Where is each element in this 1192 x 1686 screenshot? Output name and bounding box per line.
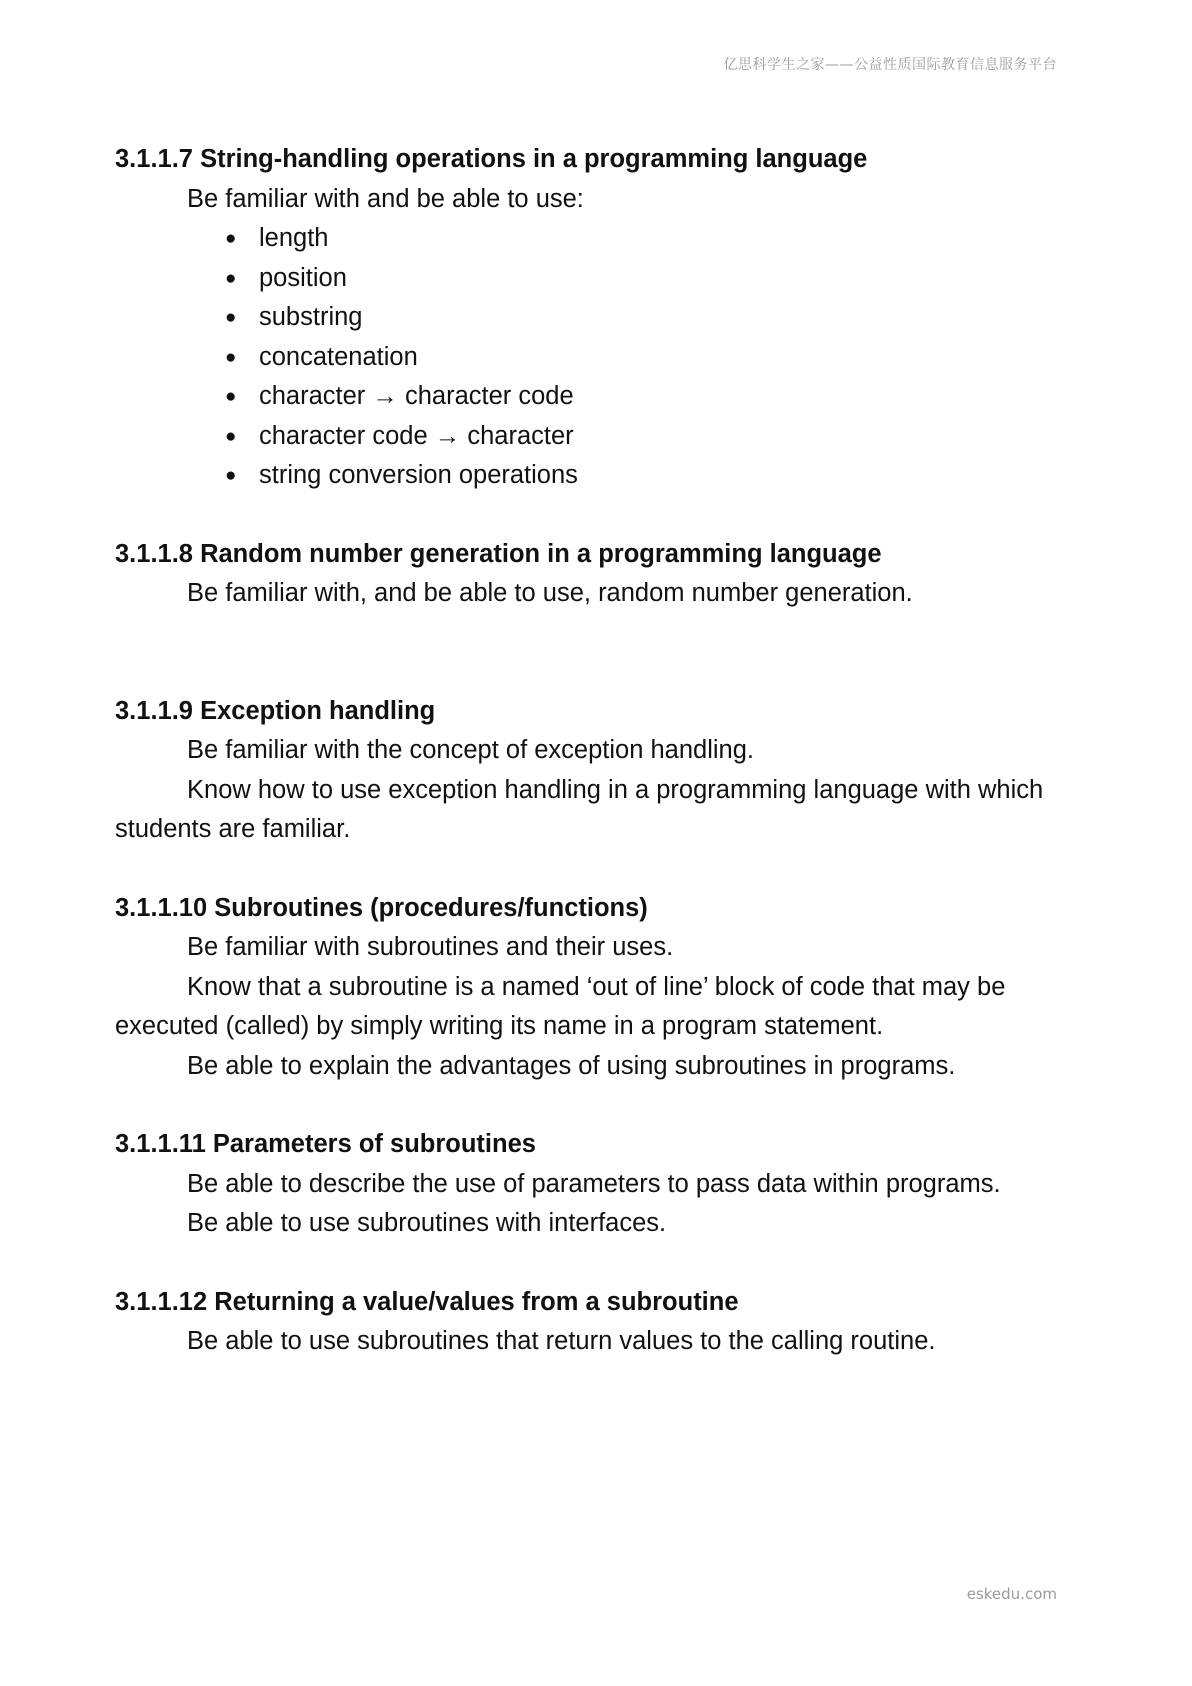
list-item-text: position bbox=[259, 263, 347, 292]
section-paragraph: Be able to use subroutines that return values to the calling routine. bbox=[187, 1327, 936, 1355]
list-item-text: length bbox=[259, 224, 329, 252]
bullet-icon: ● bbox=[225, 425, 237, 447]
list-item-text: substring bbox=[259, 303, 363, 331]
list-item bbox=[223, 377, 1065, 417]
bullet-list bbox=[115, 219, 1065, 496]
section-paragraph: Be familiar with, and be able to use, random number generation. bbox=[187, 579, 913, 607]
list-item-text: character code → character bbox=[259, 421, 574, 450]
section-returning-values bbox=[115, 1283, 1065, 1362]
section-random-number bbox=[115, 535, 1065, 614]
section-paragraph: Be familiar with the concept of exception handling. bbox=[187, 736, 755, 764]
bullet-icon: ● bbox=[225, 346, 237, 368]
section-heading: 3.1.1.10 Subroutines (procedures/functions) bbox=[115, 893, 648, 922]
section-intro: Be familiar with and be able to use: bbox=[187, 184, 584, 213]
page-footer: eskedu.com bbox=[966, 1585, 1057, 1603]
bullet-icon: ● bbox=[225, 465, 237, 486]
list-item bbox=[223, 417, 1065, 457]
section-heading: 3.1.1.12 Returning a value/values from a subroutine bbox=[115, 1287, 739, 1316]
list-item-text: concatenation bbox=[259, 342, 418, 371]
bullet-icon: ● bbox=[225, 386, 237, 407]
bullet-icon: ● bbox=[225, 228, 237, 249]
section-paragraph: Be able to describe the use of parameters to pass data within programs. bbox=[187, 1169, 1001, 1198]
section-paragraph: Know that a subroutine is a named ‘out of line’ block of code that may be executed (called) by simply writing its name in a program statement. bbox=[115, 972, 1006, 1040]
section-paragraph: Be familiar with subroutines and their uses. bbox=[187, 933, 674, 961]
section-paragraph: Be able to use subroutines with interfaces. bbox=[187, 1209, 667, 1237]
section-paragraph: Be able to explain the advantages of using subroutines in programs. bbox=[187, 1051, 956, 1080]
section-string-handling bbox=[115, 140, 1065, 496]
page-header: 亿思科学生之家——公益性质国际教育信息服务平台 bbox=[723, 57, 1057, 73]
list-item bbox=[223, 338, 1065, 378]
list-item bbox=[223, 259, 1065, 299]
section-heading: 3.1.1.11 Parameters of subroutines bbox=[115, 1130, 536, 1158]
list-item bbox=[223, 219, 1065, 259]
section-parameters bbox=[115, 1125, 1065, 1244]
section-heading: 3.1.1.7 String-handling operations in a programming language bbox=[115, 145, 868, 173]
bullet-icon: ● bbox=[225, 267, 237, 289]
list-item-text: character → character code bbox=[259, 382, 574, 410]
section-heading: 3.1.1.8 Random number generation in a programming language bbox=[115, 539, 882, 568]
list-item-text: string conversion operations bbox=[259, 461, 578, 489]
section-exception-handling bbox=[115, 692, 1065, 850]
document-body bbox=[115, 140, 1065, 1362]
list-item bbox=[223, 456, 1065, 496]
bullet-icon: ● bbox=[225, 307, 237, 328]
section-paragraph: Know how to use exception handling in a programming language with which students are familiar. bbox=[115, 775, 1044, 843]
list-item bbox=[223, 298, 1065, 338]
section-subroutines bbox=[115, 889, 1065, 1087]
section-heading: 3.1.1.9 Exception handling bbox=[115, 696, 436, 725]
